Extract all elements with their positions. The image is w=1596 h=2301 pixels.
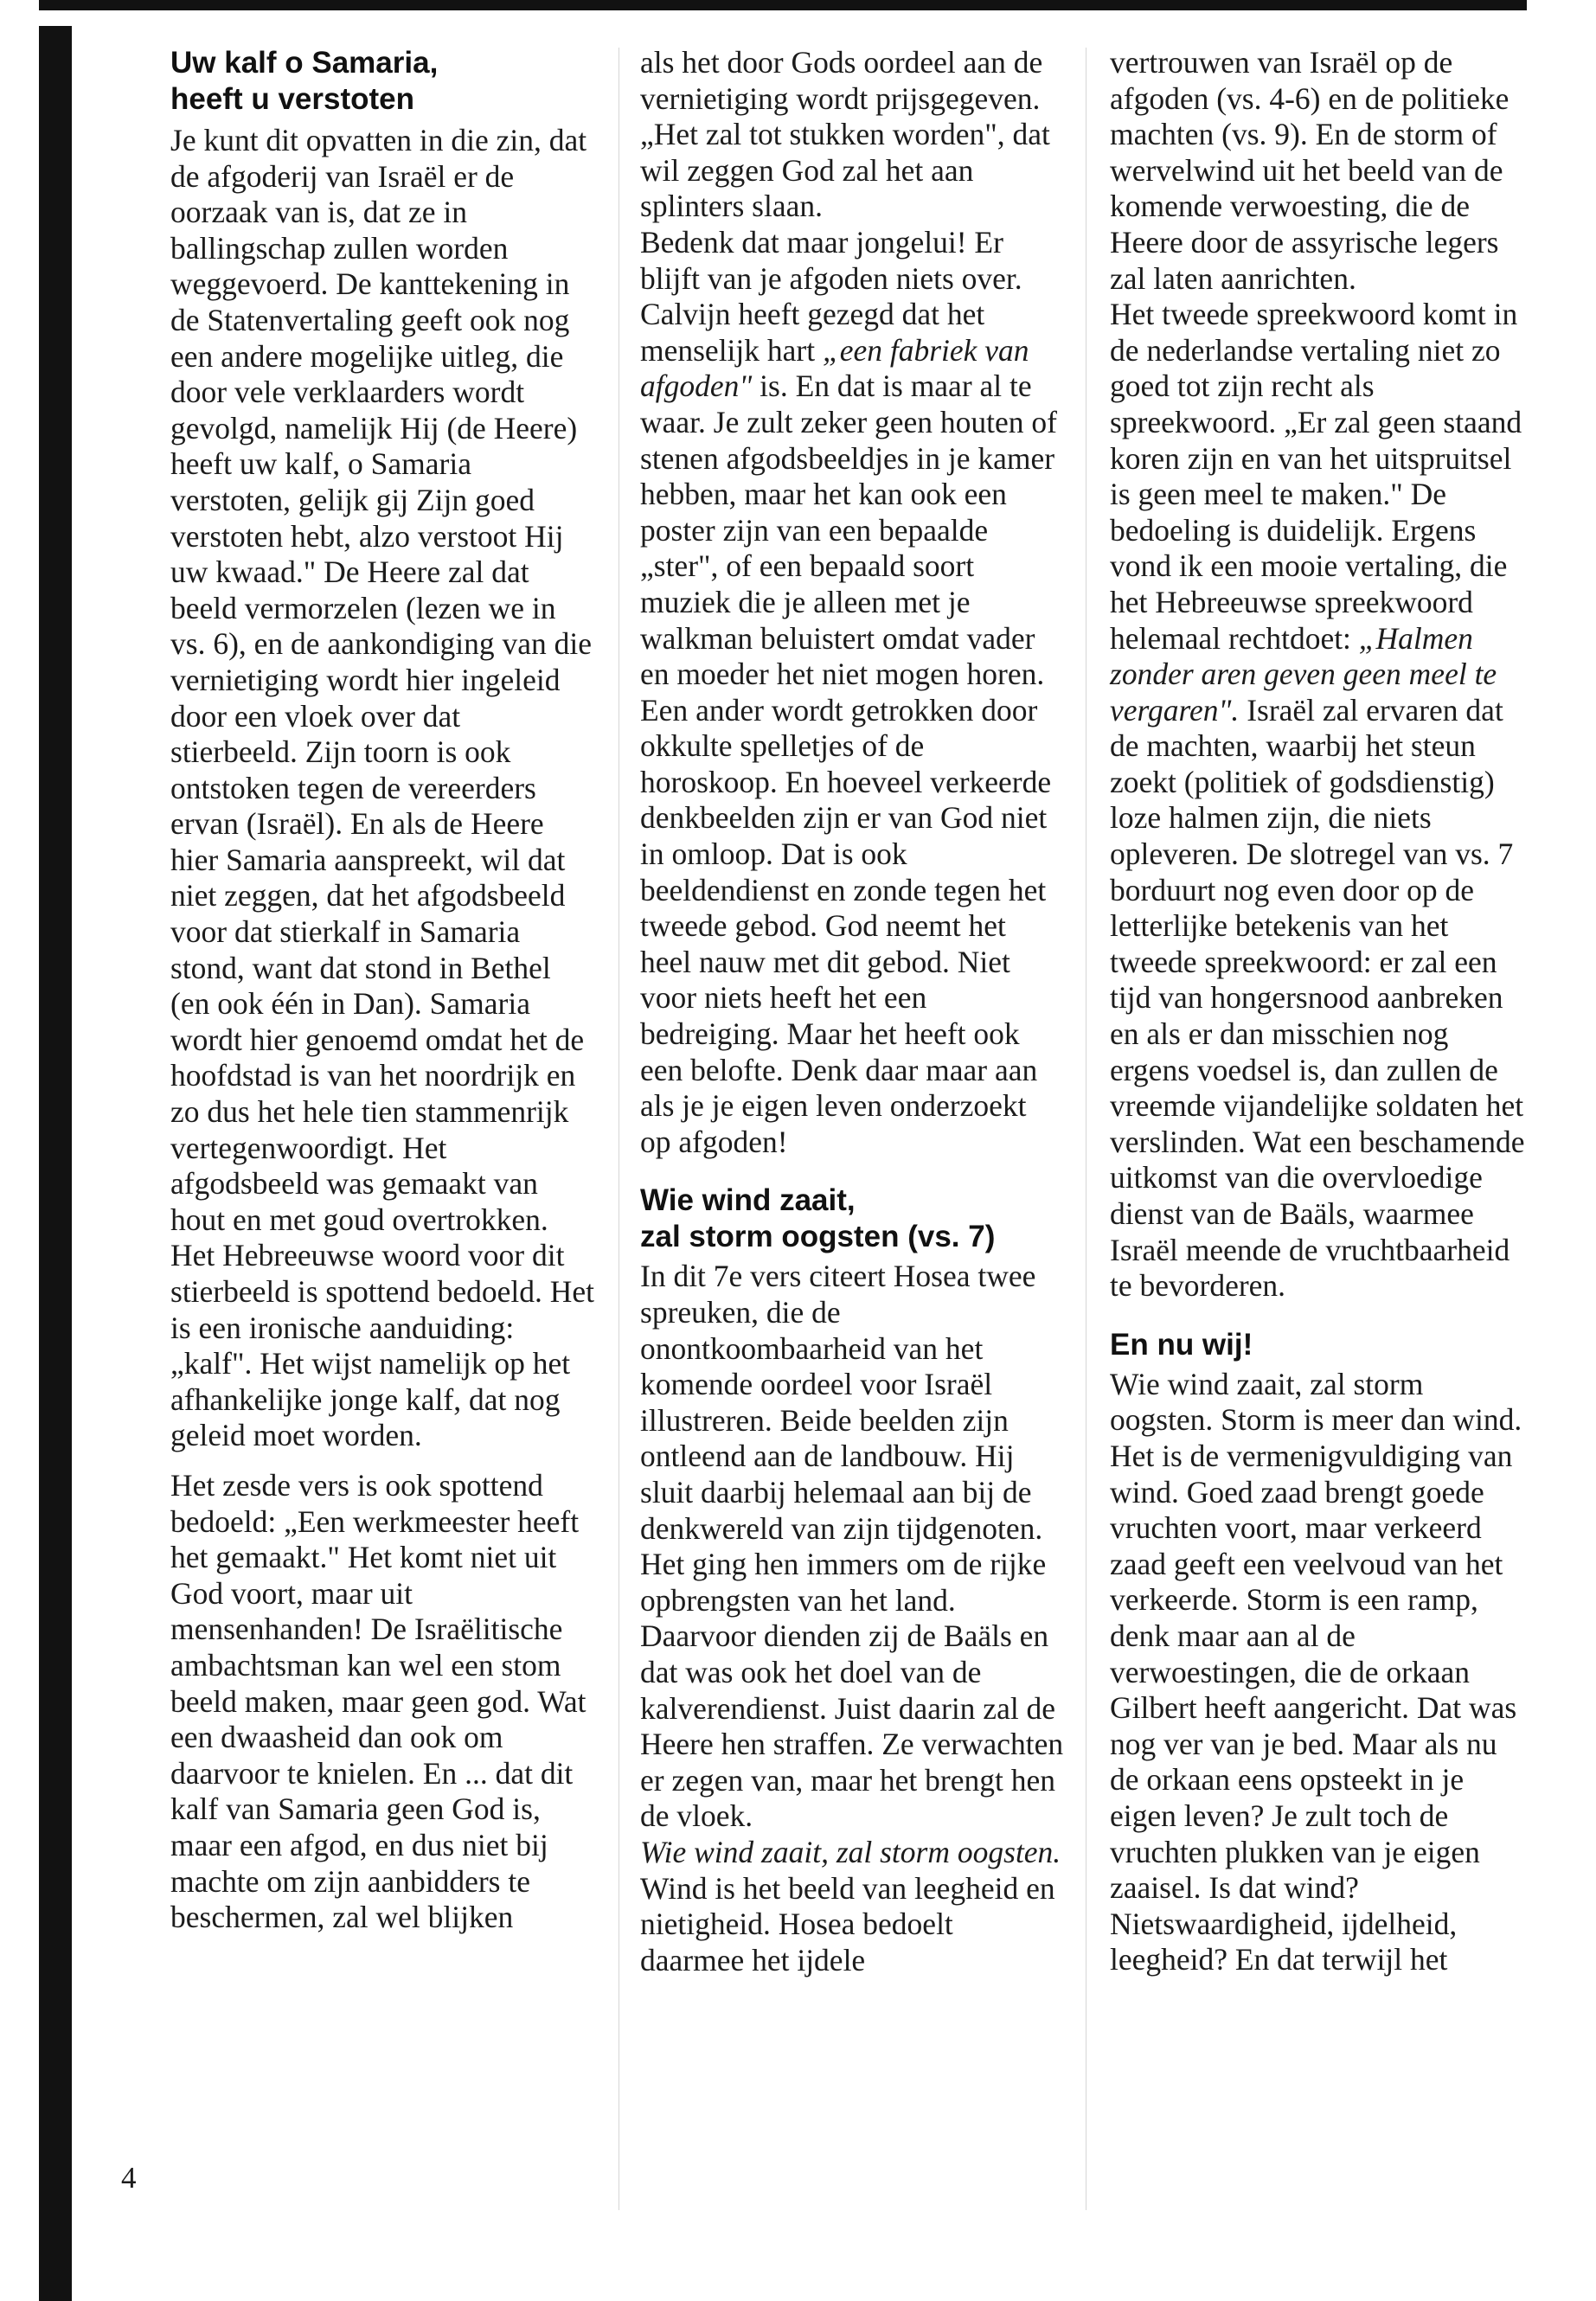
paragraph: Wie wind zaait, zal storm oogsten. Storm is meer dan wind. Het is de vermenigvuldiging van wind. Goed zaad brengt goede vruchten voort, maar verkeerd zaad geeft een veelvoud van het verkeerde. Storm is een ramp, denk maar aan al de verwoestingen, die de orkaan Gilbert heeft aangericht. Dat was nog ver van je bed. Maar als nu de orkaan eens opsteekt in je eigen leven? Je zult toch de vruchten plukken van je eigen zaaisel. Is dat wind? Nietswaardigheid, ijdelheid, leegheid? En dat terwijl het (1110, 1366, 1522, 1977)
paragraph: Je kunt dit opvatten in die zin, dat de afgoderij van Israël er de oorzaak van is, dat ze in ballingschap zullen worden weggevoerd. De kanttekening in de Statenvertaling geeft ook nog een andere mogelijke uitleg, die door vele verklaarders wordt gevolgd, namelijk Hij (de Heere) heeft uw kalf, o Samaria verstoten, gelijk gij Zijn goed verstoten hebt, alzo verstoot Hij uw kwaad." De Heere zal dat beeld vermorzelen (lezen we in vs. 6), en de aankondiging van die vernietiging wordt hier ingeleid door een vloek over dat stierbeeld. Zijn toorn is ook ontstoken tegen de vereerders ervan (Israël). En als de Heere hier Samaria aanspreekt, wil dat niet zeggen, dat het afgodsbeeld voor dat stierkalf in Samaria stond, want dat stond in Bethel (en ook één in Dan). Samaria wordt hier genoemd omdat het de hoofdstad is van het noordrijk en zo dus het hele tien stammenrijk vertegenwoordigt. Het afgodsbeeld was gemaakt van hout en met goud overtrokken. Het Hebreeuwse woord voor dit stierbeeld is spottend bedoeld. Het is een ironische aanduiding: „kalf". Het wijst namelijk op het afhankelijke jonge kalf, dat nog geleid moet worden. (170, 123, 594, 1453)
column-1 (170, 45, 594, 1936)
italic-quote: Wie wind zaait, zal storm oogsten. (640, 1834, 1061, 1869)
paragraph: Bedenk dat maar jongelui! Er blijft van je afgoden niets over. Calvijn heeft gezegd dat het menselijk hart „een fabriek van afgoden" is. En dat is maar al te waar. Je zult zeker geen houten of stenen afgodsbeeldjes in je kamer hebben, maar het kan ook een poster zijn van een bepaalde „ster", of een bepaald soort muziek die je alleen met je walkman beluistert omdat vader en moeder het niet mogen horen. Een ander wordt getrokken door okkulte spelletjes of de horoskoop. En hoeveel verkeerde denkbeelden zijn er van God niet in omloop. Dat is ook beeldendienst en zonde tegen het tweede gebod. God neemt het heel nauw met dit gebod. Niet voor niets heeft het een bedreiging. Maar het heeft ook een belofte. Denk daar maar aan als je je eigen leven onderzoekt op afgoden! (640, 224, 1057, 1159)
italic-quote: „een fabriek van afgoden" (640, 332, 1029, 404)
paragraph: In dit 7e vers citeert Hosea twee spreuken, die de onontkoombaarheid van het komende oordeel voor Israël illustreren. Beide beelden zijn ontleend aan de landbouw. Hij sluit daarbij helemaal aan bij de denkwereld van zijn tijdgenoten. Het ging hen immers om de rijke opbrengsten van het land. Daarvoor dienden zij de Baäls en dat was ook het doel van de kalverendienst. Juist daarin zal de Heere hen straffen. Ze verwachten er zegen van, maar het brengt hen de vloek. (640, 1259, 1064, 1834)
column-2 (640, 45, 1064, 1978)
paragraph: als het door Gods oordeel aan de vernietiging wordt prijsgegeven. „Het zal tot stukken worden", dat wil zeggen God zal het aan splinters slaan. (640, 45, 1050, 224)
paragraph: Het zesde vers is ook spottend bedoeld: „Een werkmeester heeft het gemaakt." Het komt niet uit God voort, maar uit mensenhanden! De Israëlitische ambachtsman kan wel een stom beeld maken, maar geen god. Wat een dwaasheid dan ook om daarvoor te knielen. En ... dat dit kalf van Samaria geen God is, maar een afgod, en dus niet bij machte om zijn aanbidders te beschermen, zal wel blijken (170, 1467, 586, 1935)
page-edge-bar (39, 26, 72, 2301)
paragraph: vertrouwen van Israël op de afgoden (vs. 4-6) en de politieke machten (vs. 9). En de storm of wervelwind uit het beeld van de komende verwoesting, die de Heere door de assyrische legers zal laten aanrichten. (1110, 45, 1509, 296)
section-heading: Wie wind zaait, zal storm oogsten (vs. 7) (640, 1183, 996, 1254)
page-number: 4 (121, 2161, 137, 2195)
top-rule (39, 0, 1527, 10)
paragraph: Wie wind zaait, zal storm oogsten. Wind is het beeld van leegheid en nietigheid. Hosea bedoelt daarmee het ijdele (640, 1834, 1061, 1977)
column-3 (1110, 45, 1532, 1978)
paragraph: Het tweede spreekwoord komt in de nederlandse vertaling niet zo goed tot zijn recht als spreekwoord. „Er zal geen staand koren zijn en van het uitspruitsel is geen meel te maken." De bedoeling is duidelijk. Ergens vond ik een mooie vertaling, die het Hebreeuwse spreekwoord helemaal rechtdoet: „Halmen zonder aren geven geen meel te vergaren". Israël zal ervaren dat de machten, waarbij het steun zoekt (politiek of godsdienstig) loze halmen zijn, die niets opleveren. De slotregel van vs. 7 borduurt nog even door op de letterlijke betekenis van het tweede spreekwoord: er zal een tijd van hongersnood aanbreken en als er dan misschien nog ergens voedsel is, dan zullen de vreemde vijandelijke soldaten het verslinden. Wat een beschamende uitkomst van die overvloedige dienst van de Baäls, waarmee Israël meende de vruchtbaarheid te bevorderen. (1110, 297, 1525, 1304)
section-heading: Uw kalf o Samaria, heeft u verstoten (170, 46, 439, 116)
italic-quote: „Halmen zonder aren geven geen meel te vergaren". (1110, 620, 1497, 727)
section-heading: En nu wij! (1110, 1327, 1253, 1362)
